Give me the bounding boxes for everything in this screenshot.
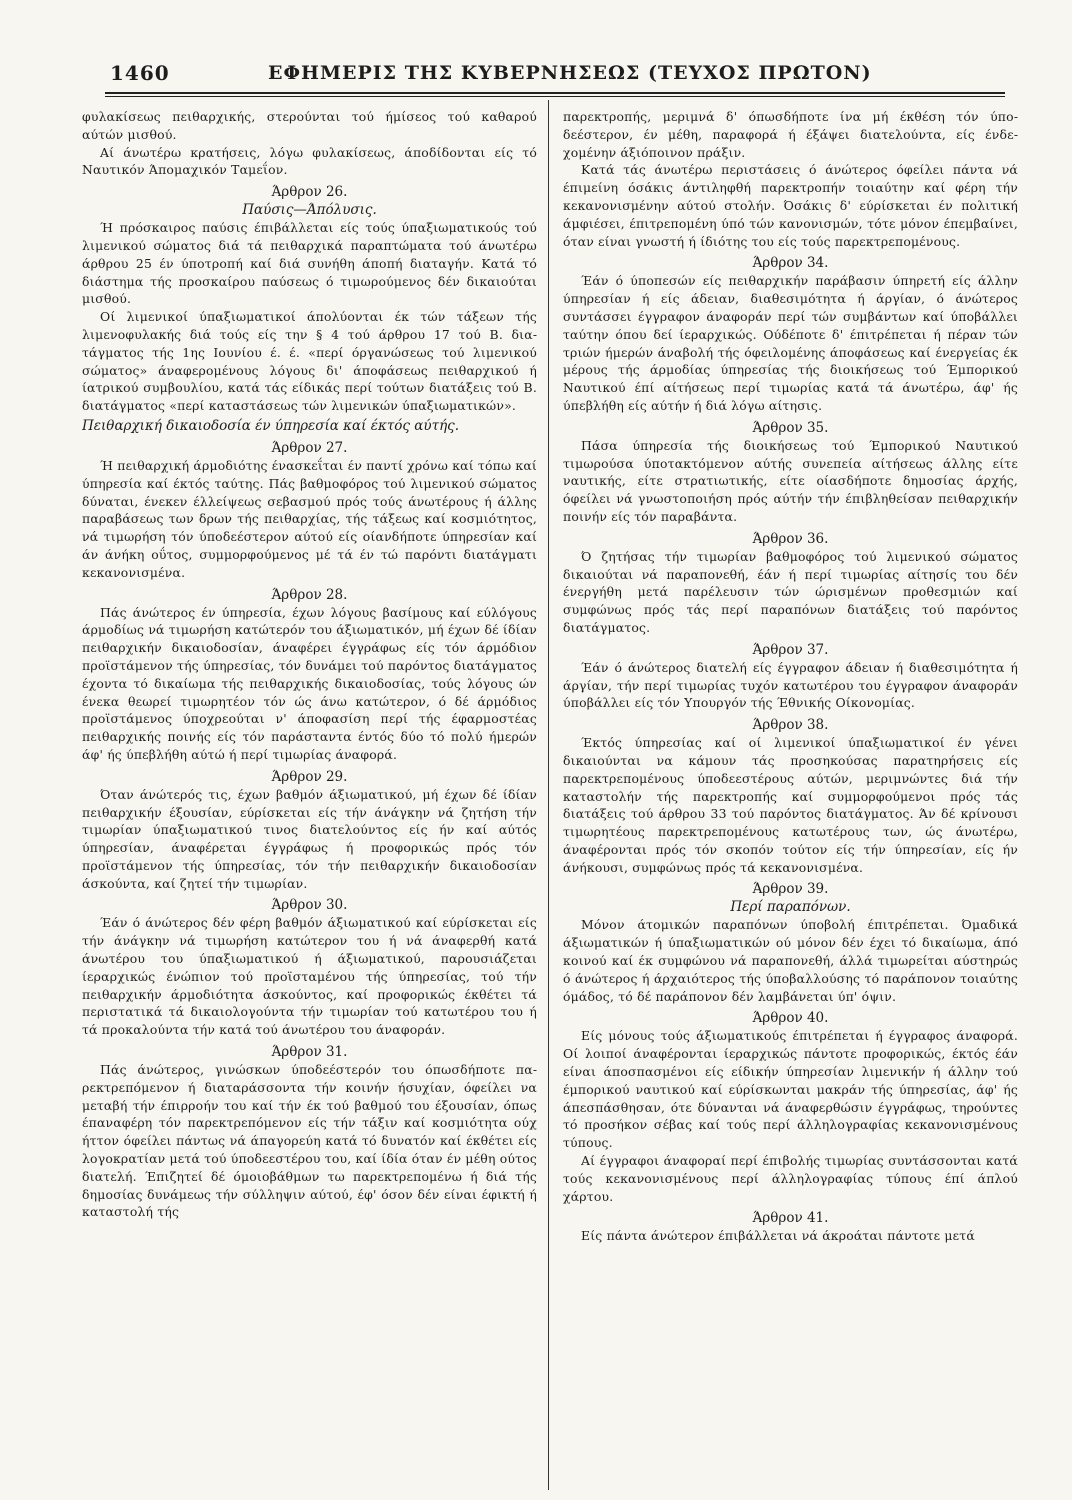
column-divider <box>548 100 549 1490</box>
paragraph: Έάν ό ύποπεσών είς πειθαρχικήν παράβασιν ύπηρετή είς άλλην ύπηρεσίαν ή είς άδειαν, διαθεσιμότητα ή άργίαν, ό άνώτερος συντάσσει έγγραφον άναφοράν περί τών συμβάντων καί ύποβάλλει ταύτην όπου δεί ίεραρχικώς. Ούδέποτε δ' έπιτρέπεται ή πέραν τών τριών ήμερών άναβολή τής όφειλομένης άποφάσεως καί ένεργείας έκ μέρους τής άρμοδίας ύπηρεσίας τής διοικήσεως τού Έμπορικού Ναυτικού έπί αίτήσεως περί τιμωρίας κατά τά άνωτέρω, άφ' ής ύπεβλήθη είς αύτήν ή διά λόγω αίτησις. <box>563 273 1018 413</box>
paragraph: Είς μόνους τούς άξιωματικούς έπιτρέπεται ή έγγραφος άναφορά. Οί λοιποί άναφέρονται ίεραρχικώς πάντοτε προφορικώς, έκτός έάν είναι άποσπασμένοι είς είδικήν ύπηρεσίαν λιμενικήν ή άλλην τού έμπορικού ναυτικού καί εύρίσκωνται μακράν τής ύπηρεσίας, άφ' ής άπεσπάσθησαν, ότε δύνανται νά άναφερθώσιν έγγράφως, τηρούντες τό προσήκον σέβας καί τούς περί άλληλογραφίας κεκανονισμένους τύπους. <box>563 1028 1018 1151</box>
section-subtitle: Παύσις—Άπόλυσις. <box>242 202 377 219</box>
article-heading: Άρθρον 34. <box>752 255 829 272</box>
section-subtitle: Περί παραπόνων. <box>730 899 851 916</box>
left-column <box>82 108 537 1490</box>
article-heading: Άρθρον 38. <box>752 717 829 734</box>
paragraph: Ό ζητήσας τήν τιμωρίαν βαθμοφόρος τού λιμενικού σώματος δικαιούται νά παραπονεθή, έάν ή περί τιμωρίας αίτησίς του δέν ένεργήθη μετά παρέλευσιν τών ώρισμένων προθεσμιών καί συμφώνως πρός τάς περί παραπόνων διατάξεις τού παρόντος διατάγματος. <box>563 548 1018 635</box>
paragraph: Πάσα ύπηρεσία τής διοικήσεως τού Έμπορικού Ναυτικού τιμωρούσα ύποτακτόμενον αύτής συνεπεία αίτήσεως άλλης είτε ναυτικής, είτε στρατιωτικής, είτε οίασδήποτε δημοσίας άρχής, όφείλει νά γνωστοποιήση πρός αύτήν τήν έπιβληθείσαν πειθαρχικήν ποινήν είς τόν παραβάντα. <box>563 437 1018 524</box>
article-heading: Άρθρον 35. <box>752 419 829 436</box>
article-heading: Άρθρον 30. <box>271 897 348 914</box>
page-header <box>110 56 1010 90</box>
paragraph: Ή πειθαρχική άρμοδιότης ένασκεΐται έν παντί χρόνω καί τόπω καί ύπηρεσία καί έκτός ταύτης. Πάς βαθμοφόρος τού λιμενικού σώματος δύναται, ένεκεν έλλείψεως σεβασμού πρός τούς άνωτέρους ή άλλης παραβάσεως των δρων τής πειθαρχίας, τής τάξεως καί κοσμιότητος, νά τιμωρήση τόν ύποδεέστερον αύτού είς οίανδήποτε ύπηρεσίαν καί άν άνήκη οΰτος, συμμορφούμενος μέ τά έν τώ παρόντι διατάγματι κεκανονισμένα. <box>82 457 537 580</box>
article-heading: Άρθρον 27. <box>271 439 348 456</box>
paragraph: Ή πρόσκαιρος παύσις έπιβάλλεται είς τούς ύπαξιωματικούς τού λιμενικού σώματος διά τά πειθαρχικά παραπτώματα τού άνωτέρω άρθρου 25 έν ύποτροπή καί διά συνήθη άποπή διαταγήν. Κατά τό διάστημα τής προσκαίρου παύσεως ό τιμωρούμενος δέν δικαιούται μισθού. <box>82 220 537 307</box>
paragraph: Οί λιμενικοί ύπαξιωματικοί άπολύονται έκ τών τάξεων τής λιμενοφυλακής διά τούς είς την § 4 τού άρθρου 17 τού Β. διατάγματος τής 1ης Ιουνίου έ. έ. «περί όργανώσεως τού λιμενικού σώματος» άναφερομένους λόγους δι' άποφάσεως πειθαρχικού ή ίατρικού συμβουλίου, κατά τάς είδικάς περί τούτων διατάξεις τού Β. διατάγματος «περί καταστάσεως τών λιμενικών ύπαξιωματικών». <box>82 309 537 414</box>
paragraph: Έκτός ύπηρεσίας καί οί λιμενικοί ύπαξιωματικοί έν γένει δικαιούνται να κάμουν τάς προσηκούσας παρατηρήσεις είς παρεκτρεπομένους ύποδεεστέρους αύτών, μεριμνώντες διά τήν καταστολήν τής παρεκτροπής καί συμμορφούμενοι πρός τάς διατάξεις τού άρθρου 33 τού παρόντος διατάγματος. Άν δέ κρίνουσι τιμωρητέους παρεκτρεπομένους κατωτέρους των, ώς άνωτέρω, άναφέρονται πρός τόν σκοπόν τούτον είς τήν ύπηρεσίαν, είς ήν άνήκουσι, συμφώνως πρός τά κεκανονισμένα. <box>563 735 1018 875</box>
gazette-title: ΕΦΗΜΕΡΙΣ ΤΗΣ ΚΥΒΕΡΝΗΣΕΩΣ (ΤΕΥΧΟΣ ΠΡΩΤΟΝ) <box>268 62 872 84</box>
paragraph: Μόνον άτομικών παραπόνων ύποβολή έπιτρέπεται. Όμαδικά άξιωματικών ή ύπαξιωματικών ού μόνον δέν έχει τό δικαίωμα, άπό κοινού καί έκ συμφώνου νά παραπονεθή, άλλά τιμωρείται αύστηρώς ό άνώτερος ή άρχαιότερος τής ύποβαλλούσης τό παράπονον τοιαύτης όμάδος, τό δέ παράπονον δέν λαμβάνεται ύπ' όψιν. <box>563 917 1018 1004</box>
section-heading: Πειθαρχική δικαιοδοσία έν ύπηρεσία καί έκτός αύτής. <box>82 417 460 434</box>
page-number: 1460 <box>110 61 170 85</box>
paragraph: Έάν ό άνώτερος δέν φέρη βαθμόν άξιωματικού καί εύρίσκεται είς τήν άνάγκην νά τιμωρήση κατώτερον του ή νά άναφερθή κατά άνωτέρου του ύπαξιωματικού ή άξιωματικού, παρουσιάζεται ίεραρχικώς ένώπιον τού προϊσταμένου τής ύπηρεσίας, τού τήν πειθαρχικήν άρμοδιότητα άσκούντος, καί προφορικώς έκθέτει τά περιστατικά τά δικαιολογούντα τήν τιμωρίαν τού κατωτέρου του ή τά προκαλούντα τήν κατά τού άνωτέρου του άναφοράν. <box>82 915 537 1038</box>
paragraph: Είς πάντα άνώτερον έπιβάλλεται νά άκροάται πάντοτε μετά <box>581 1228 975 1244</box>
article-heading: Άρθρον 40. <box>752 1010 829 1027</box>
paragraph: παρεκτροπής, μεριμνά δ' όπωσδήποτε ίνα μή έκθέση τόν ύποδεέστερον, έν μέθη, παραφορά ή έξάψει διατελούντα, είς ένδεχομένην άξιόποινον πράξιν. <box>563 109 1018 160</box>
article-heading: Άρθρον 39. <box>752 881 829 898</box>
paragraph: Έάν ό άνώτερος διατελή είς έγγραφον άδειαν ή διαθεσιμότητα ή άργίαν, τήν περί τιμωρίας τυχόν κατωτέρου του έγγραφον άναφοράν ύποβάλλει είς τόν Υπουργόν τής Έθνικής Οίκονομίας. <box>563 659 1018 711</box>
paragraph: Πάς άνώτερος, γινώσκων ύποδεέστερόν του όπωσδήποτε παρεκτρεπόμενον ή διαταράσσοντα τήν κοινήν ήσυχίαν, όφείλει να μεταβή τήν έπιρροήν του καί τήν έκ τού βαθμού του έξουσίαν, όπως έπαναφέρη τόν παρεκτρεπόμενον είς τήν τάξιν καί κοσμιότητα ούχ ήττον όφείλει πάντως νά άπαγορεύη κατά τό δυνατόν καί έκθέτει είς λογοκρατίαν μετά τού ύποδεεστέρου του, καί ίδία όταν έν μέθη ούτος διατελή. Έπιζητεί δέ όμοιοβάθμων τω παρεκτρεπομένω ή διά τής δημοσίας δυνάμεως τήν σύλληψιν αύτού, έφ' όσον δέν είναι έφικτή ή καταστολή τής <box>82 1062 537 1220</box>
article-heading: Άρθρον 36. <box>752 530 829 547</box>
article-heading: Άρθρον 37. <box>752 641 829 658</box>
paragraph: φυλακίσεως πειθαρχικής, στερούνται τού ήμίσεος τού καθαρού αύτών μισθού. <box>82 109 537 142</box>
paragraph: Αί έγγραφοι άναφοραί περί έπιβολής τιμωρίας συντάσσονται κατά τούς κεκανονισμένους περί άλληλογραφίας τύπους έπί άπλού χάρτου. <box>563 1153 1018 1204</box>
header-rule <box>105 92 1005 94</box>
article-heading: Άρθρον 41. <box>752 1210 829 1227</box>
paragraph: Αί άνωτέρω κρατήσεις, λόγω φυλακίσεως, άποδίδονται είς τό Ναυτικόν Άπομαχικόν Ταμεΐον. <box>82 144 537 178</box>
header-rule-thin <box>105 96 1005 97</box>
paragraph: Κατά τάς άνωτέρω περιστάσεις ό άνώτερος όφείλει πάντα νά έπιμείνη όσάκις άντιληφθή παρεκτροπήν τοιαύτην καί φέρη τήν κεκανονισμένην αύτού στολήν. Όσάκις δ' εύρίσκεται έν πολιτική άμφιέσει, έπιτρεπομένη ύπό τών κανονισμών, τότε μόνον έπεμβαίνει, όταν είναι γνωστή ή ίδιότης του είς τούς παρεκτρεπομένους. <box>563 162 1018 249</box>
article-heading: Άρθρον 26. <box>271 184 348 201</box>
article-heading: Άρθρον 28. <box>271 586 348 603</box>
paragraph: Όταν άνώτερός τις, έχων βαθμόν άξιωματικού, μή έχων δέ ίδίαν πειθαρχικήν έξουσίαν, εύρίσκεται είς τήν άνάγκην νά ζητήση τήν τιμωρίαν ύπαξιωματικού τινος διατελούντος είς ήν καί αύτός ύπηρεσίαν, άναφέρεται έγγράφως ή προφορικώς πρός τόν προϊστάμενον τής ύπηρεσίας, τόν τήν πειθαρχικήν δικαιοδοσίαν άσκούντα, καί ζητεί τήν τιμωρίαν. <box>82 786 537 891</box>
right-column <box>563 108 1018 1490</box>
article-heading: Άρθρον 31. <box>271 1044 348 1061</box>
article-heading: Άρθρον 29. <box>271 768 348 785</box>
paragraph: Πάς άνώτερος έν ύπηρεσία, έχων λόγους βασίμους καί εύλόγους άρμοδίως νά τιμωρήση κατώτερόν του άξιωματικόν, μή έχων δέ ίδίαν πειθαρχικήν δικαιοδοσίαν, άναφέρει έγγράφως είς τόν άρμόδιον προϊστάμενον τής ύπηρεσίας, τόν δυνάμει τού παρόντος διατάγματος έχοντα τό δικαίωμα τής πειθαρχικής δικαιοδοσίας, τούς λόγους ών ένεκα θεωρεί τιμωρητέον τόν ώς άνω κατώτερον, ό δέ άρμόδιος προϊστάμενος ύποχρεούται ν' άποφασίση περί τής έφαρμοστέας πειθαρχικής ποινής είς τόν παράσταντα έντός δύο τό πολύ ήμερών άφ' ής ύπεβλήθη αύτώ ή περί τιμωρίας άναφορά. <box>82 604 537 762</box>
